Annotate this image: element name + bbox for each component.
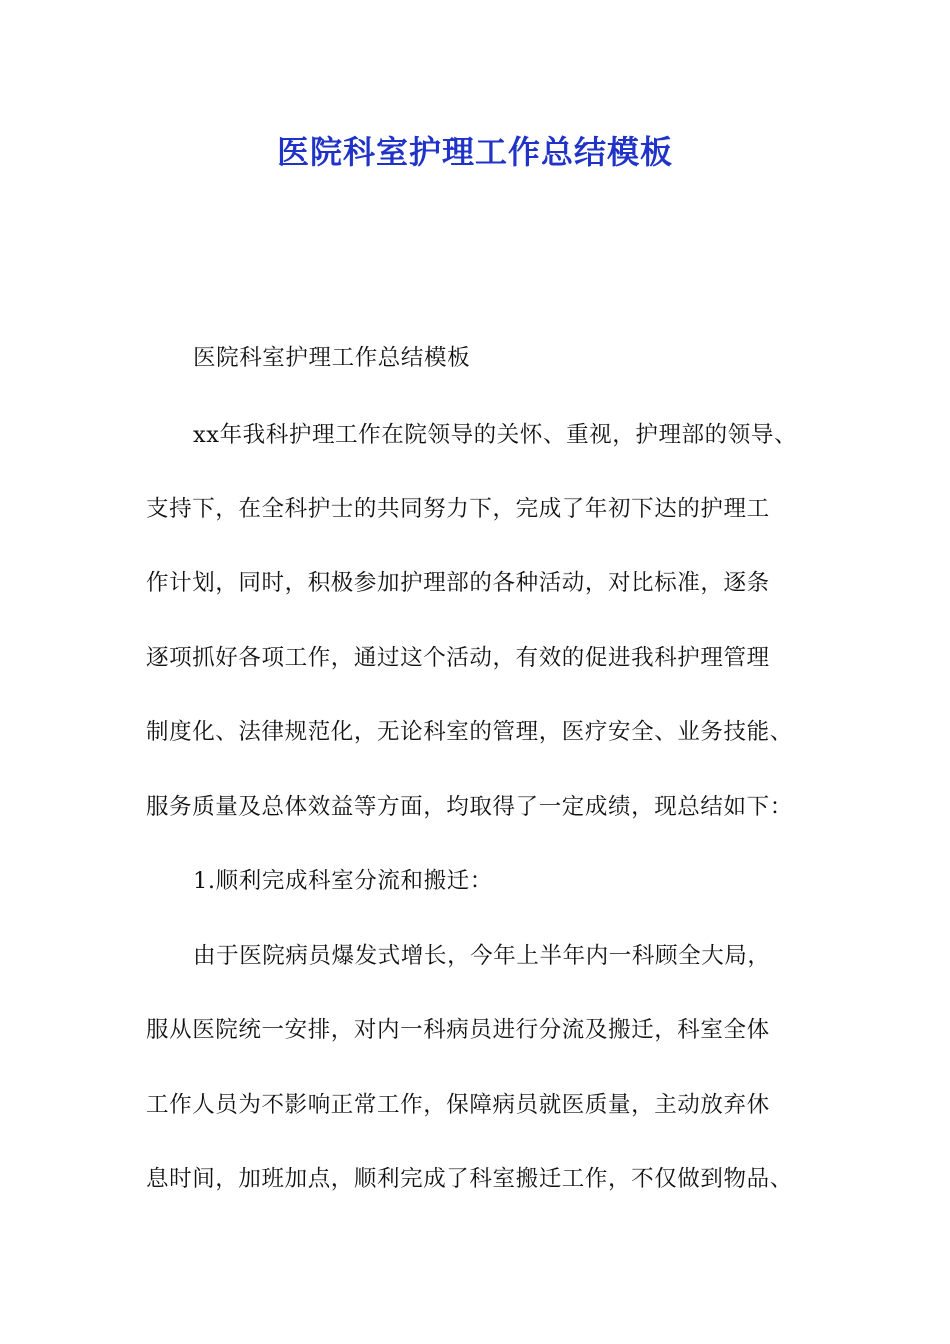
- section-heading: 1.顺利完成科室分流和搬迁：: [193, 868, 493, 894]
- paragraph-line: 支持下，在全科护士的共同努力下，完成了年初下达的护理工: [146, 496, 770, 522]
- paragraph-line: 服务质量及总体效益等方面，均取得了一定成绩，现总结如下：: [146, 794, 793, 820]
- paragraph-line: 工作人员为不影响正常工作，保障病员就医质量，主动放弃休: [146, 1092, 770, 1118]
- document-title: 医院科室护理工作总结模板: [276, 133, 673, 171]
- body-subtitle: 医院科室护理工作总结模板: [193, 345, 471, 371]
- paragraph-line: xx年我科护理工作在院领导的关怀、重视，护理部的领导、: [193, 422, 798, 448]
- paragraph-line: 息时间，加班加点，顺利完成了科室搬迁工作，不仅做到物品、: [146, 1166, 793, 1192]
- paragraph-line: 服从医院统一安排，对内一科病员进行分流及搬迁，科室全体: [146, 1017, 770, 1043]
- paragraph-line: 逐项抓好各项工作，通过这个活动，有效的促进我科护理管理: [146, 645, 770, 671]
- paragraph-line: 制度化、法律规范化，无论科室的管理，医疗安全、业务技能、: [146, 719, 793, 745]
- paragraph-line: 由于医院病员爆发式增长，今年上半年内一科顾全大局，: [193, 943, 771, 969]
- paragraph-line: 作计划，同时，积极参加护理部的各种活动，对比标准，逐条: [146, 570, 770, 596]
